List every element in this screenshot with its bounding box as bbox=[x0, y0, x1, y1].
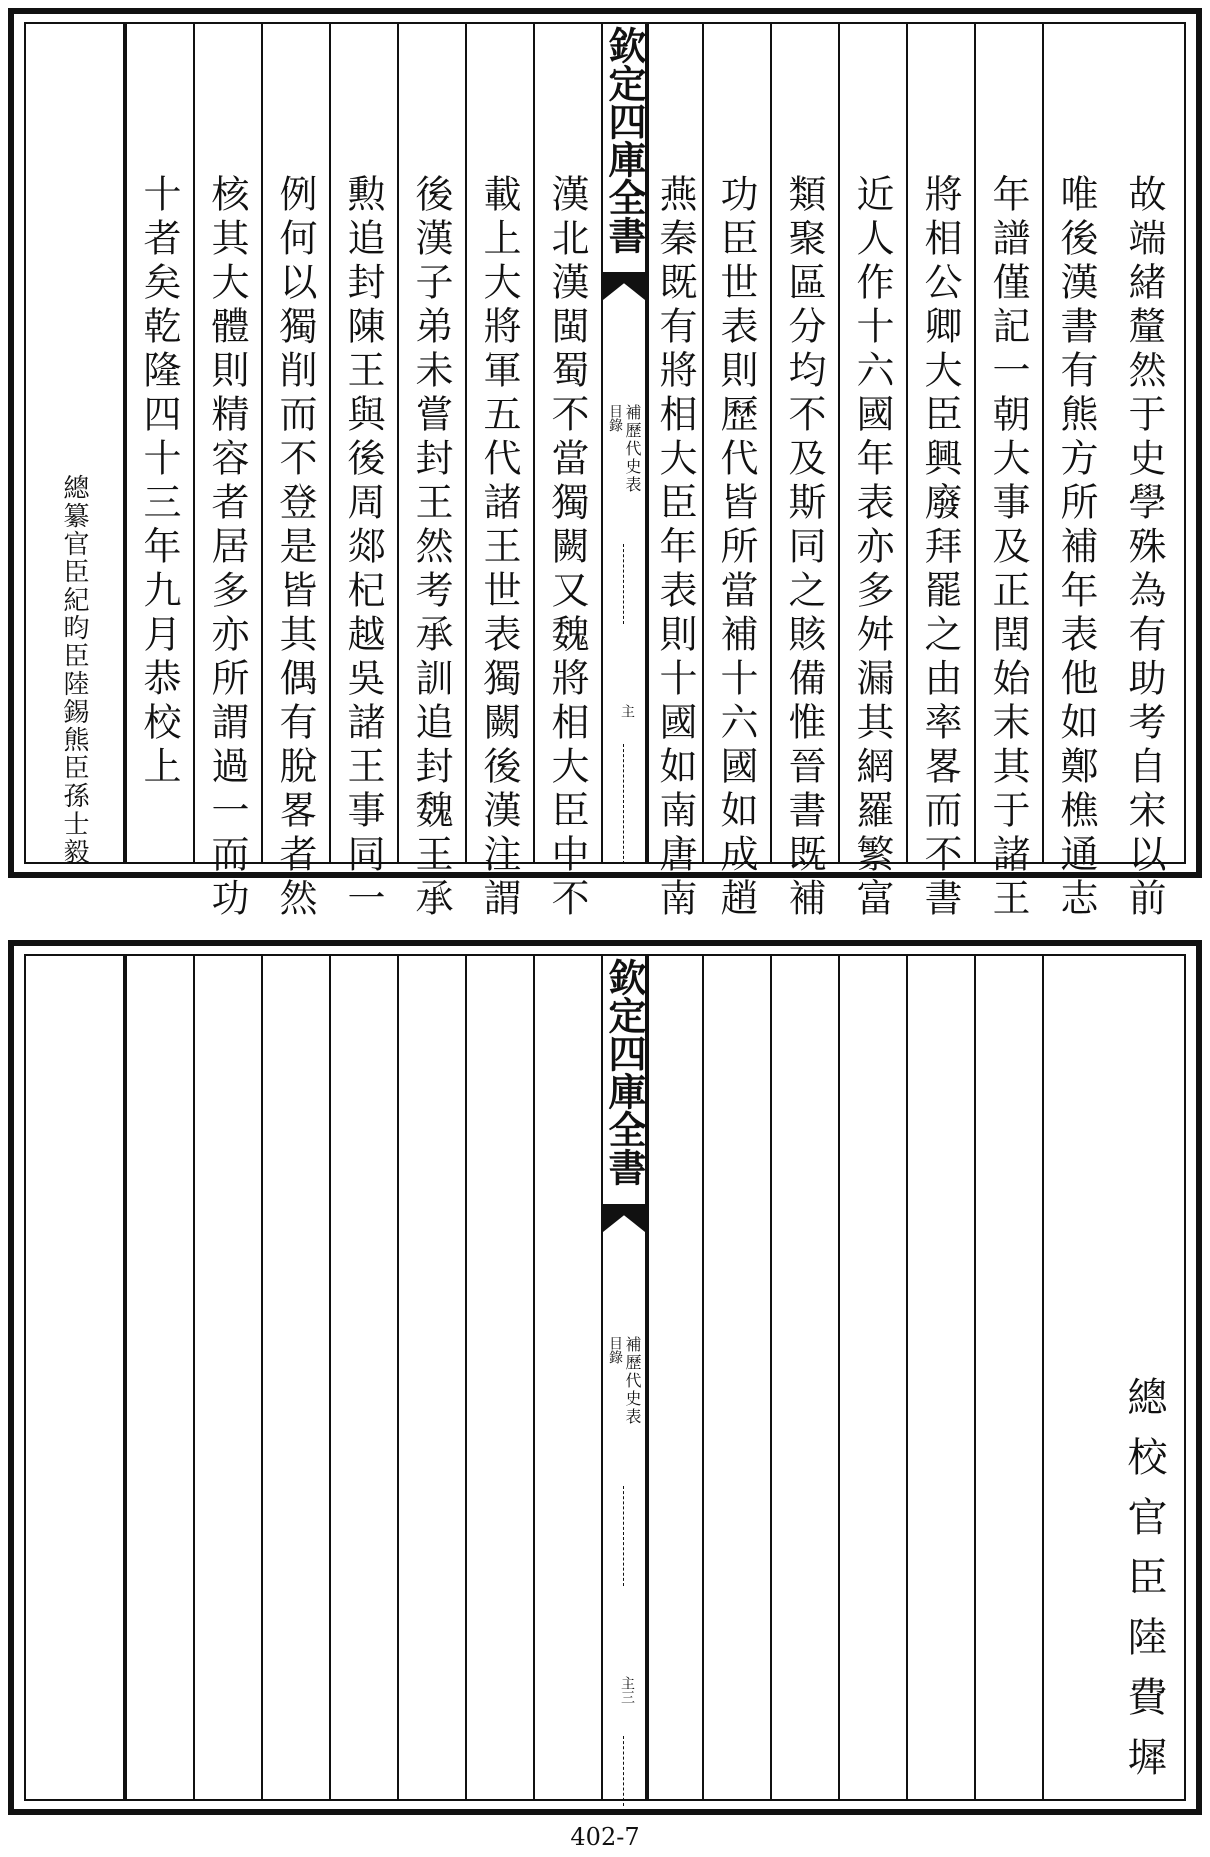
blank-column bbox=[329, 956, 397, 1799]
blank-column bbox=[770, 956, 838, 1799]
blank-column bbox=[465, 956, 533, 1799]
blank-column bbox=[1042, 956, 1110, 1799]
text-column-15 bbox=[125, 24, 193, 862]
text-column-8 bbox=[647, 24, 702, 922]
blank-column bbox=[974, 956, 1042, 1799]
proofreader-signature: 總校官臣陸費墀 bbox=[1121, 1376, 1167, 1796]
text-column-11 bbox=[397, 24, 465, 922]
column-text: 年譜僅記一朝大事及正閏始末其于諸王 bbox=[986, 174, 1030, 922]
section-label: 補歷代史表 bbox=[623, 404, 642, 494]
column-text: 勲追封陳王與後周郯杞越吳諸王事同一 bbox=[341, 174, 385, 922]
column-text: 故端緒釐然于史學殊為有助考自宋以前 bbox=[1122, 174, 1166, 922]
page-marker: 主三 bbox=[619, 1676, 635, 1704]
band-rule bbox=[623, 1736, 624, 1806]
column-text: 核其大體則精容者居多亦所謂過一而功 bbox=[205, 174, 249, 922]
officials-column bbox=[26, 24, 125, 866]
blank-column bbox=[26, 956, 125, 1799]
column-text: 類聚區分均不及斯同之賅備惟晉書既補 bbox=[782, 174, 826, 922]
column-text: 後漢子弟未嘗封王然考承訓追封魏王承 bbox=[409, 174, 453, 922]
text-column-5 bbox=[838, 24, 906, 922]
text-column-1 bbox=[1110, 24, 1178, 922]
center-band bbox=[601, 956, 647, 1799]
text-column-13 bbox=[261, 24, 329, 922]
blank-column bbox=[838, 956, 906, 1799]
bottom-page bbox=[8, 940, 1202, 1815]
book-title: 欽定四庫全書 bbox=[602, 958, 647, 1186]
section-sub: 目錄 bbox=[607, 404, 623, 432]
fishtail-mark bbox=[603, 1204, 645, 1232]
blank-column bbox=[647, 956, 702, 1799]
text-column-4 bbox=[906, 24, 974, 922]
text-column-9 bbox=[533, 24, 601, 922]
text-column-14 bbox=[193, 24, 261, 922]
column-text: 將相公卿大臣興廢拜罷之由率畧而不書 bbox=[918, 174, 962, 922]
page-marker: 主 bbox=[619, 704, 635, 718]
blank-column bbox=[397, 956, 465, 1799]
section-sub: 目錄 bbox=[607, 1336, 623, 1364]
text-column-10 bbox=[465, 24, 533, 922]
blank-column bbox=[702, 956, 770, 1799]
blank-column bbox=[906, 956, 974, 1799]
blank-column bbox=[261, 956, 329, 1799]
band-rule bbox=[623, 744, 624, 864]
text-column-3 bbox=[974, 24, 1042, 922]
signature-column bbox=[1110, 956, 1178, 1799]
book-title: 欽定四庫全書 bbox=[602, 26, 647, 254]
text-column-2 bbox=[1042, 24, 1110, 922]
text-column-6 bbox=[770, 24, 838, 922]
blank-column bbox=[533, 956, 601, 1799]
column-text: 載上大將軍五代諸王世表獨闕後漢注謂 bbox=[477, 174, 521, 922]
text-column-12 bbox=[329, 24, 397, 922]
column-text: 例何以獨削而不登是皆其偶有脫畧者然 bbox=[273, 174, 317, 922]
column-text: 功臣世表則歷代皆所當補十六國如成趙 bbox=[714, 174, 758, 922]
top-page-frame bbox=[24, 22, 1186, 922]
section-label: 補歷代史表 bbox=[623, 1336, 642, 1426]
column-text: 唯後漢書有熊方所補年表他如鄭樵通志 bbox=[1054, 174, 1098, 922]
center-band bbox=[601, 24, 647, 862]
bottom-page-frame bbox=[24, 954, 1186, 1801]
blank-column bbox=[125, 956, 193, 1799]
blank-column bbox=[193, 956, 261, 1799]
text-column-7 bbox=[702, 24, 770, 922]
page-number: 402-7 bbox=[570, 1823, 640, 1851]
column-text: 燕秦既有將相大臣年表則十國如南唐南 bbox=[653, 174, 697, 922]
fishtail-mark bbox=[603, 272, 645, 300]
column-text: 漢北漢閩蜀不當獨闕又魏將相大臣中不 bbox=[545, 174, 589, 922]
band-rule bbox=[623, 544, 624, 624]
band-rule bbox=[623, 1486, 624, 1586]
column-text: 近人作十六國年表亦多舛漏其網羅繁富 bbox=[850, 174, 894, 922]
top-page bbox=[8, 8, 1202, 922]
officials-text: 總纂官臣紀昀臣陸錫熊臣孫士毅 bbox=[59, 474, 89, 866]
column-text: 十者矣乾隆四十三年九月恭校上 bbox=[137, 174, 181, 790]
